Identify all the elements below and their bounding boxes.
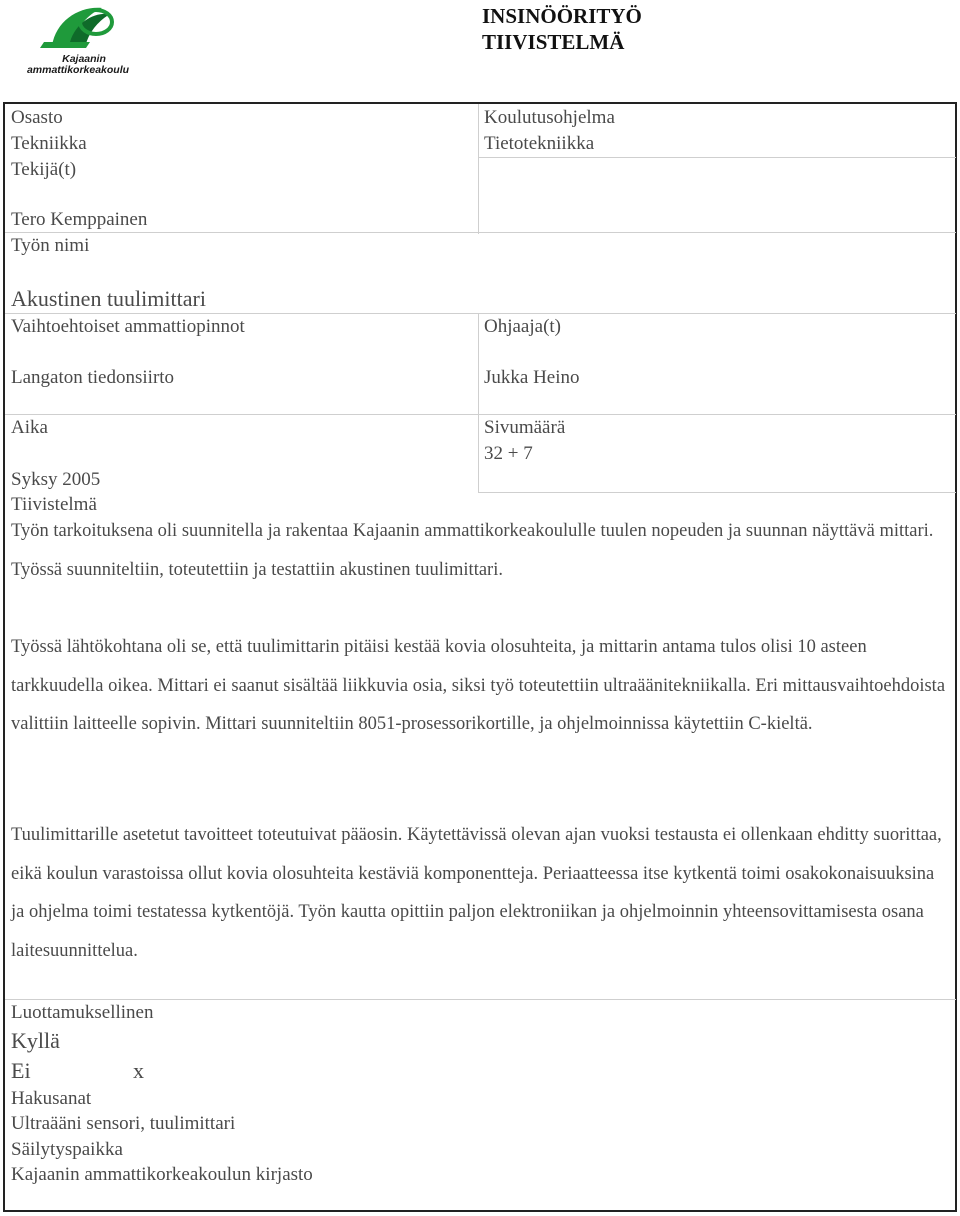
title-line-2: TIIVISTELMÄ bbox=[482, 30, 625, 54]
osasto-value: Tekniikka bbox=[11, 133, 87, 154]
logo-emblem-icon bbox=[18, 2, 138, 58]
divider bbox=[478, 492, 956, 493]
divider bbox=[478, 157, 956, 158]
abstract-form bbox=[3, 102, 957, 1212]
osasto-label: Osasto bbox=[11, 107, 63, 128]
ei-option: Ei bbox=[11, 1058, 31, 1083]
sailytyspaikka-label: Säilytyspaikka bbox=[11, 1139, 123, 1160]
document-title bbox=[482, 3, 642, 55]
title-line-1: INSINÖÖRITYÖ bbox=[482, 4, 642, 28]
hakusanat-value: Ultraääni sensori, tuulimittari bbox=[11, 1113, 236, 1134]
luottamuksellinen-label: Luottamuksellinen bbox=[11, 1002, 154, 1023]
sivumaara-value: 32 + 7 bbox=[484, 443, 533, 464]
tyon-nimi-label: Työn nimi bbox=[11, 235, 90, 256]
divider bbox=[5, 313, 956, 314]
ei-checkmark: x bbox=[133, 1058, 144, 1083]
hakusanat-label: Hakusanat bbox=[11, 1088, 92, 1109]
tekija-value: Tero Kemppainen bbox=[11, 209, 148, 230]
divider bbox=[478, 104, 479, 234]
tiivistelma-label: Tiivistelmä bbox=[11, 494, 97, 515]
vaihtoehtoiset-label: Vaihtoehtoiset ammattiopinnot bbox=[11, 316, 245, 337]
vaihtoehtoiset-value: Langaton tiedonsiirto bbox=[11, 367, 175, 388]
abstract-paragraph-1: Työn tarkoituksena oli suunnitella ja rakentaa Kajaanin ammattikorkeakoululle tuulen nopeuden ja suunnan näyttävä mittari. Työssä suunniteltiin, toteutettiin ja testattiin akustinen tuulimittari. bbox=[11, 521, 934, 580]
ohjaaja-label: Ohjaaja(t) bbox=[484, 316, 562, 337]
divider bbox=[5, 232, 956, 233]
abstract-paragraph-2: Työssä lähtökohtana oli se, että tuulimittarin pitäisi kestää kovia olosuhteita, ja mittarin antama tulos olisi 10 asteen tarkkuudella oikea. Mittari ei saanut sisältää liikkuvia osia, siksi työ toteutettiin ultraäänitekniikalla. Eri mittausvaihtoehdoista valittiin laitteelle sopivin. Mittari suunniteltiin 8051-prosessorikortille, ja ohjelmoinnissa käytettiin C-kieltä. bbox=[11, 637, 946, 734]
sivumaara-label: Sivumäärä bbox=[484, 417, 566, 438]
sailytyspaikka-value: Kajaanin ammattikorkeakoulun kirjasto bbox=[11, 1164, 313, 1185]
divider bbox=[478, 313, 479, 493]
abstract-paragraph-3: Tuulimittarille asetetut tavoitteet toteutuivat pääosin. Käytettävissä olevan ajan vuoksi testausta ei ollenkaan ehditty suorittaa, eikä koulun varastoissa ollut kovia olosuhteita kestäviä komponentteja. Periaatteessa itse kytkentä toimi osakokonaisuuksina ja ohjelma toimi testatessa kytkentöjä. Työn kautta opittiin paljon elektroniikan ja ohjelmoinnin yhteensovittamisesta osana laitesuunnittelua. bbox=[11, 825, 942, 961]
aika-value: Syksy 2005 bbox=[11, 469, 101, 490]
tekija-label: Tekijä(t) bbox=[11, 159, 77, 180]
koulutusohjelma-value: Tietotekniikka bbox=[484, 133, 595, 154]
aika-label: Aika bbox=[11, 417, 48, 438]
koulutusohjelma-label: Koulutusohjelma bbox=[484, 107, 615, 128]
kylla-option: Kyllä bbox=[11, 1028, 60, 1053]
divider bbox=[5, 999, 956, 1000]
divider bbox=[5, 414, 956, 415]
tyon-nimi-value: Akustinen tuulimittari bbox=[11, 286, 206, 311]
school-logo bbox=[18, 2, 138, 82]
ohjaaja-value: Jukka Heino bbox=[484, 367, 580, 388]
logo-wordmark: Kajaanin ammattikorkeakoulu bbox=[26, 53, 130, 76]
